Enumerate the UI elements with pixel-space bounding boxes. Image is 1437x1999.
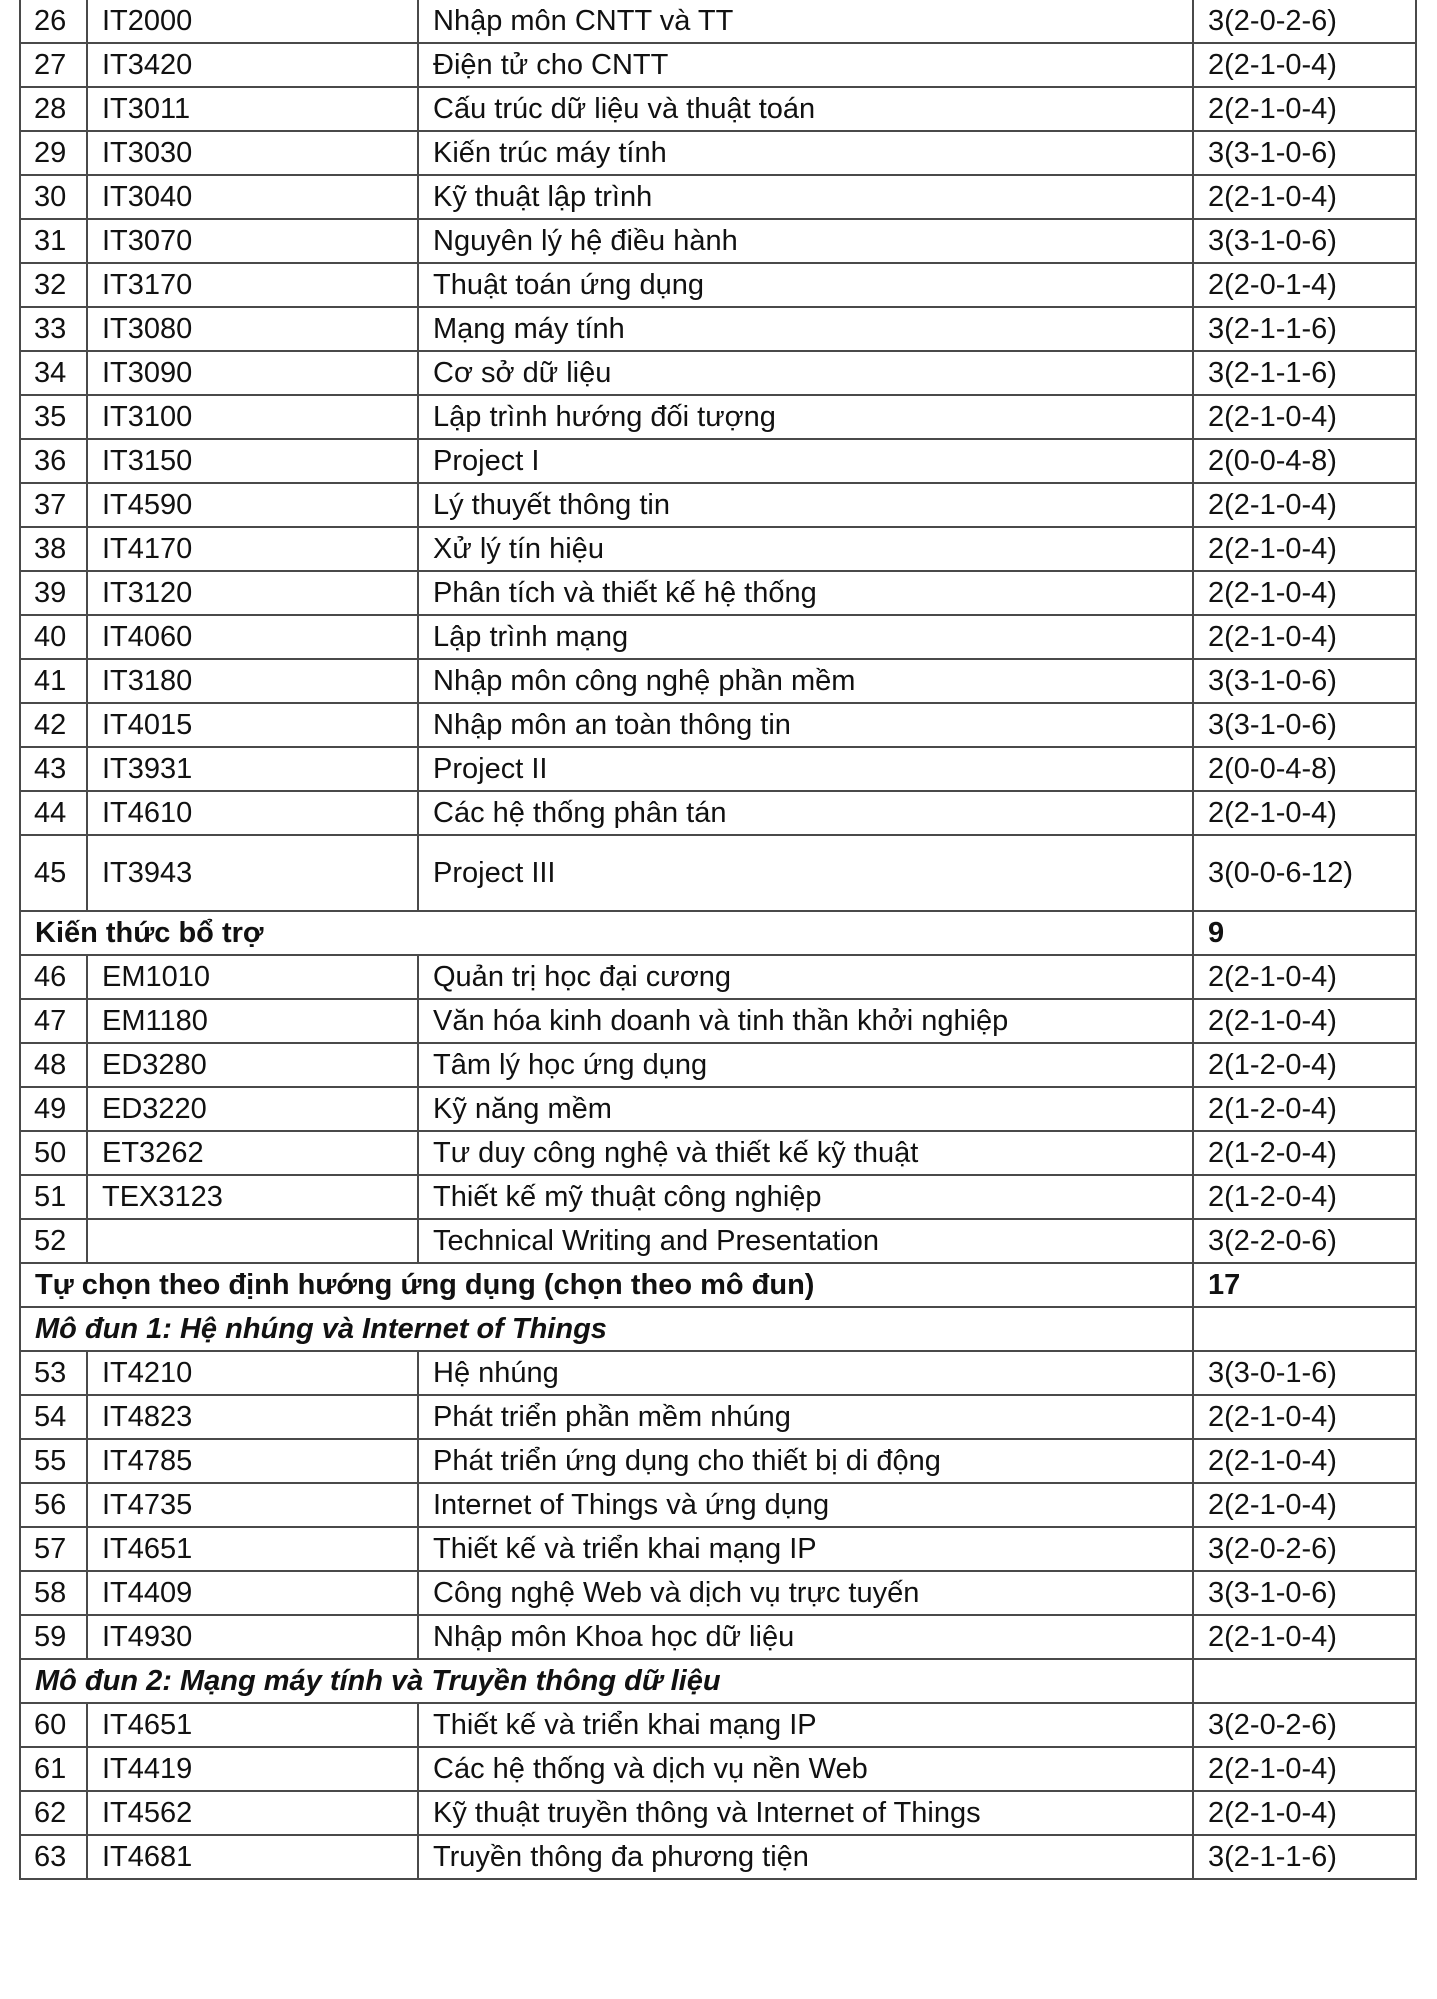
course-name-cell: Tâm lý học ứng dụng — [418, 1043, 1193, 1087]
course-number-cell: 33 — [20, 307, 87, 351]
course-credits-cell: 2(2-1-0-4) — [1193, 527, 1416, 571]
course-number-cell: 55 — [20, 1439, 87, 1483]
course-row — [20, 1043, 1416, 1087]
course-row — [20, 1219, 1416, 1263]
course-name-cell: Thuật toán ứng dụng — [418, 263, 1193, 307]
course-number-cell: 57 — [20, 1527, 87, 1571]
course-row — [20, 747, 1416, 791]
course-name-cell: Technical Writing and Presentation — [418, 1219, 1193, 1263]
course-code-cell: IT4785 — [87, 1439, 418, 1483]
course-name-cell: Công nghệ Web và dịch vụ trực tuyến — [418, 1571, 1193, 1615]
course-code-cell: IT3943 — [87, 835, 418, 911]
course-row — [20, 263, 1416, 307]
course-credits-cell: 2(2-1-0-4) — [1193, 175, 1416, 219]
course-name-cell: Lập trình hướng đối tượng — [418, 395, 1193, 439]
course-code-cell: IT4170 — [87, 527, 418, 571]
course-row — [20, 999, 1416, 1043]
course-name-cell: Truyền thông đa phương tiện — [418, 1835, 1193, 1879]
course-code-cell: EM1180 — [87, 999, 418, 1043]
section-credits-cell: 9 — [1193, 911, 1416, 955]
course-row — [20, 615, 1416, 659]
course-row — [20, 1791, 1416, 1835]
curriculum-table-body — [20, 0, 1416, 1879]
course-row — [20, 955, 1416, 999]
course-name-cell: Nhập môn an toàn thông tin — [418, 703, 1193, 747]
course-code-cell: IT3090 — [87, 351, 418, 395]
course-code-cell: IT4590 — [87, 483, 418, 527]
course-credits-cell: 2(1-2-0-4) — [1193, 1175, 1416, 1219]
course-row — [20, 483, 1416, 527]
course-credits-cell: 3(2-0-2-6) — [1193, 0, 1416, 43]
course-number-cell: 35 — [20, 395, 87, 439]
course-row — [20, 1615, 1416, 1659]
course-name-cell: Nhập môn công nghệ phần mềm — [418, 659, 1193, 703]
course-code-cell: IT3170 — [87, 263, 418, 307]
course-code-cell: ED3280 — [87, 1043, 418, 1087]
course-name-cell: Project II — [418, 747, 1193, 791]
course-credits-cell: 3(3-0-1-6) — [1193, 1351, 1416, 1395]
course-code-cell: IT4930 — [87, 1615, 418, 1659]
course-row — [20, 307, 1416, 351]
course-code-cell: IT4409 — [87, 1571, 418, 1615]
course-number-cell: 32 — [20, 263, 87, 307]
course-name-cell: Nguyên lý hệ điều hành — [418, 219, 1193, 263]
course-row — [20, 1131, 1416, 1175]
course-name-cell: Phát triển ứng dụng cho thiết bị di động — [418, 1439, 1193, 1483]
course-number-cell: 49 — [20, 1087, 87, 1131]
section-title-cell: Kiến thức bổ trợ — [20, 911, 1193, 955]
course-name-cell: Xử lý tín hiệu — [418, 527, 1193, 571]
course-number-cell: 45 — [20, 835, 87, 911]
course-number-cell: 61 — [20, 1747, 87, 1791]
course-code-cell: IT4419 — [87, 1747, 418, 1791]
course-name-cell: Kỹ năng mềm — [418, 1087, 1193, 1131]
course-credits-cell: 2(2-1-0-4) — [1193, 1791, 1416, 1835]
course-row — [20, 791, 1416, 835]
course-name-cell: Phát triển phần mềm nhúng — [418, 1395, 1193, 1439]
course-number-cell: 30 — [20, 175, 87, 219]
course-number-cell: 26 — [20, 0, 87, 43]
course-name-cell: Nhập môn Khoa học dữ liệu — [418, 1615, 1193, 1659]
course-credits-cell: 3(2-2-0-6) — [1193, 1219, 1416, 1263]
course-row — [20, 87, 1416, 131]
course-row — [20, 703, 1416, 747]
course-number-cell: 46 — [20, 955, 87, 999]
section-row — [20, 1263, 1416, 1307]
course-credits-cell: 2(2-1-0-4) — [1193, 395, 1416, 439]
course-code-cell: IT4651 — [87, 1527, 418, 1571]
course-name-cell: Kỹ thuật truyền thông và Internet of Things — [418, 1791, 1193, 1835]
course-row — [20, 439, 1416, 483]
course-code-cell: IT3931 — [87, 747, 418, 791]
course-credits-cell: 3(2-1-1-6) — [1193, 1835, 1416, 1879]
course-number-cell: 40 — [20, 615, 87, 659]
course-number-cell: 44 — [20, 791, 87, 835]
curriculum-sheet — [19, 0, 1415, 1880]
course-credits-cell: 2(2-1-0-4) — [1193, 791, 1416, 835]
course-credits-cell: 2(2-1-0-4) — [1193, 1615, 1416, 1659]
course-credits-cell: 2(1-2-0-4) — [1193, 1131, 1416, 1175]
course-code-cell: IT3150 — [87, 439, 418, 483]
module-credits-cell — [1193, 1307, 1416, 1351]
course-row — [20, 1747, 1416, 1791]
course-name-cell: Thiết kế mỹ thuật công nghiệp — [418, 1175, 1193, 1219]
course-credits-cell: 2(2-1-0-4) — [1193, 43, 1416, 87]
course-code-cell: IT4210 — [87, 1351, 418, 1395]
module-title-cell: Mô đun 2: Mạng máy tính và Truyền thông dữ liệu — [20, 1659, 1193, 1703]
course-number-cell: 31 — [20, 219, 87, 263]
course-name-cell: Nhập môn CNTT và TT — [418, 0, 1193, 43]
course-credits-cell: 3(2-0-2-6) — [1193, 1527, 1416, 1571]
course-credits-cell: 3(2-0-2-6) — [1193, 1703, 1416, 1747]
course-number-cell: 59 — [20, 1615, 87, 1659]
course-number-cell: 39 — [20, 571, 87, 615]
course-code-cell: IT3040 — [87, 175, 418, 219]
section-title-cell: Tự chọn theo định hướng ứng dụng (chọn theo mô đun) — [20, 1263, 1193, 1307]
course-row — [20, 527, 1416, 571]
course-name-cell: Project I — [418, 439, 1193, 483]
course-credits-cell: 2(1-2-0-4) — [1193, 1043, 1416, 1087]
course-credits-cell: 3(3-1-0-6) — [1193, 131, 1416, 175]
course-credits-cell: 3(3-1-0-6) — [1193, 703, 1416, 747]
course-number-cell: 29 — [20, 131, 87, 175]
course-number-cell: 52 — [20, 1219, 87, 1263]
course-code-cell: IT4015 — [87, 703, 418, 747]
course-credits-cell: 3(2-1-1-6) — [1193, 307, 1416, 351]
course-code-cell — [87, 1219, 418, 1263]
course-number-cell: 62 — [20, 1791, 87, 1835]
course-code-cell: IT4681 — [87, 1835, 418, 1879]
course-row — [20, 835, 1416, 911]
module-credits-cell — [1193, 1659, 1416, 1703]
course-name-cell: Lý thuyết thông tin — [418, 483, 1193, 527]
course-code-cell: IT3030 — [87, 131, 418, 175]
course-row — [20, 1571, 1416, 1615]
course-number-cell: 58 — [20, 1571, 87, 1615]
course-name-cell: Quản trị học đại cương — [418, 955, 1193, 999]
course-row — [20, 1439, 1416, 1483]
course-number-cell: 51 — [20, 1175, 87, 1219]
course-row — [20, 1835, 1416, 1879]
course-code-cell: IT3420 — [87, 43, 418, 87]
section-credits-cell: 17 — [1193, 1263, 1416, 1307]
course-number-cell: 56 — [20, 1483, 87, 1527]
course-credits-cell: 2(2-1-0-4) — [1193, 87, 1416, 131]
course-credits-cell: 2(2-1-0-4) — [1193, 955, 1416, 999]
course-row — [20, 1703, 1416, 1747]
course-name-cell: Cơ sở dữ liệu — [418, 351, 1193, 395]
course-row — [20, 395, 1416, 439]
course-number-cell: 50 — [20, 1131, 87, 1175]
course-code-cell: ET3262 — [87, 1131, 418, 1175]
course-name-cell: Phân tích và thiết kế hệ thống — [418, 571, 1193, 615]
course-credits-cell: 2(0-0-4-8) — [1193, 439, 1416, 483]
course-name-cell: Kỹ thuật lập trình — [418, 175, 1193, 219]
course-credits-cell: 2(2-1-0-4) — [1193, 1439, 1416, 1483]
course-number-cell: 37 — [20, 483, 87, 527]
course-number-cell: 48 — [20, 1043, 87, 1087]
course-code-cell: IT3011 — [87, 87, 418, 131]
course-credits-cell: 3(0-0-6-12) — [1193, 835, 1416, 911]
course-row — [20, 219, 1416, 263]
course-row — [20, 1483, 1416, 1527]
course-credits-cell: 2(2-1-0-4) — [1193, 571, 1416, 615]
course-row — [20, 571, 1416, 615]
course-credits-cell: 2(2-1-0-4) — [1193, 1483, 1416, 1527]
course-number-cell: 38 — [20, 527, 87, 571]
course-number-cell: 27 — [20, 43, 87, 87]
course-credits-cell: 2(2-1-0-4) — [1193, 1395, 1416, 1439]
course-code-cell: IT4735 — [87, 1483, 418, 1527]
course-name-cell: Mạng máy tính — [418, 307, 1193, 351]
course-code-cell: IT3070 — [87, 219, 418, 263]
course-name-cell: Tư duy công nghệ và thiết kế kỹ thuật — [418, 1131, 1193, 1175]
course-credits-cell: 2(2-1-0-4) — [1193, 999, 1416, 1043]
course-code-cell: IT3100 — [87, 395, 418, 439]
course-name-cell: Văn hóa kinh doanh và tinh thần khởi nghiệp — [418, 999, 1193, 1043]
course-name-cell: Điện tử cho CNTT — [418, 43, 1193, 87]
course-row — [20, 1351, 1416, 1395]
course-number-cell: 47 — [20, 999, 87, 1043]
course-code-cell: IT3180 — [87, 659, 418, 703]
course-number-cell: 60 — [20, 1703, 87, 1747]
course-code-cell: IT2000 — [87, 0, 418, 43]
module-title-cell: Mô đun 1: Hệ nhúng và Internet of Things — [20, 1307, 1193, 1351]
course-name-cell: Các hệ thống phân tán — [418, 791, 1193, 835]
course-name-cell: Hệ nhúng — [418, 1351, 1193, 1395]
course-number-cell: 54 — [20, 1395, 87, 1439]
course-number-cell: 36 — [20, 439, 87, 483]
course-row — [20, 43, 1416, 87]
course-credits-cell: 2(0-0-4-8) — [1193, 747, 1416, 791]
course-row — [20, 131, 1416, 175]
course-name-cell: Thiết kế và triển khai mạng IP — [418, 1527, 1193, 1571]
course-code-cell: IT4651 — [87, 1703, 418, 1747]
course-code-cell: IT4823 — [87, 1395, 418, 1439]
course-credits-cell: 2(2-1-0-4) — [1193, 483, 1416, 527]
course-name-cell: Các hệ thống và dịch vụ nền Web — [418, 1747, 1193, 1791]
course-name-cell: Project III — [418, 835, 1193, 911]
course-code-cell: ED3220 — [87, 1087, 418, 1131]
course-credits-cell: 3(3-1-0-6) — [1193, 219, 1416, 263]
course-code-cell: EM1010 — [87, 955, 418, 999]
course-code-cell: IT3120 — [87, 571, 418, 615]
module-row — [20, 1307, 1416, 1351]
course-name-cell: Internet of Things và ứng dụng — [418, 1483, 1193, 1527]
course-code-cell: TEX3123 — [87, 1175, 418, 1219]
curriculum-table — [19, 0, 1417, 1880]
course-number-cell: 41 — [20, 659, 87, 703]
course-row — [20, 1087, 1416, 1131]
course-row — [20, 1395, 1416, 1439]
course-number-cell: 34 — [20, 351, 87, 395]
section-row — [20, 911, 1416, 955]
course-code-cell: IT4562 — [87, 1791, 418, 1835]
course-row — [20, 1175, 1416, 1219]
course-number-cell: 42 — [20, 703, 87, 747]
course-row — [20, 1527, 1416, 1571]
course-credits-cell: 3(2-1-1-6) — [1193, 351, 1416, 395]
course-name-cell: Lập trình mạng — [418, 615, 1193, 659]
course-number-cell: 28 — [20, 87, 87, 131]
course-credits-cell: 2(2-1-0-4) — [1193, 615, 1416, 659]
course-number-cell: 43 — [20, 747, 87, 791]
course-credits-cell: 2(1-2-0-4) — [1193, 1087, 1416, 1131]
course-credits-cell: 3(3-1-0-6) — [1193, 659, 1416, 703]
course-code-cell: IT4060 — [87, 615, 418, 659]
course-number-cell: 63 — [20, 1835, 87, 1879]
course-number-cell: 53 — [20, 1351, 87, 1395]
course-row — [20, 351, 1416, 395]
course-code-cell: IT4610 — [87, 791, 418, 835]
course-code-cell: IT3080 — [87, 307, 418, 351]
course-name-cell: Thiết kế và triển khai mạng IP — [418, 1703, 1193, 1747]
course-row — [20, 659, 1416, 703]
course-row — [20, 0, 1416, 43]
course-credits-cell: 2(2-1-0-4) — [1193, 1747, 1416, 1791]
course-name-cell: Cấu trúc dữ liệu và thuật toán — [418, 87, 1193, 131]
course-row — [20, 175, 1416, 219]
course-credits-cell: 2(2-0-1-4) — [1193, 263, 1416, 307]
module-row — [20, 1659, 1416, 1703]
course-credits-cell: 3(3-1-0-6) — [1193, 1571, 1416, 1615]
course-name-cell: Kiến trúc máy tính — [418, 131, 1193, 175]
